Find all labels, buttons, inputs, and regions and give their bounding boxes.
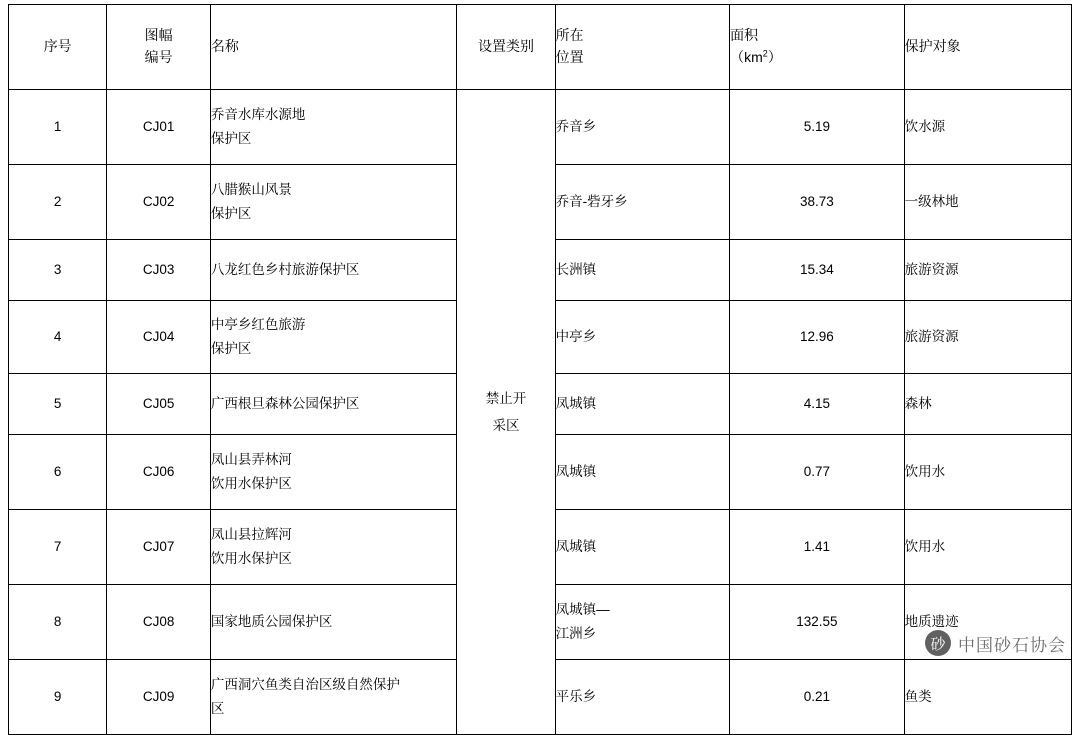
cell-object: 地质遗迹 [904,585,1071,660]
cell-object: 一级林地 [904,165,1071,240]
table-header-row [9,5,1072,90]
cell-no: 8 [9,585,107,660]
watermark-logo-icon: 砂 [925,630,951,656]
cell-name: 乔音水库水源地 保护区 [210,90,456,165]
cell-area: 12.96 [730,301,904,374]
header-location: 所在 位置 [555,5,729,90]
table-row [9,90,1072,165]
cell-no: 3 [9,240,107,301]
cell-location: 长洲镇 [555,240,729,301]
cell-object: 饮用水 [904,510,1071,585]
cell-no: 5 [9,374,107,435]
cell-sheet: CJ01 [107,90,210,165]
cell-sheet: CJ09 [107,660,210,735]
cell-no: 6 [9,435,107,510]
cell-area: 1.41 [730,510,904,585]
cell-name: 广西根旦森林公园保护区 [210,374,456,435]
cell-name: 国家地质公园保护区 [210,585,456,660]
header-no: 序号 [9,5,107,90]
cell-no: 1 [9,90,107,165]
header-type: 设置类别 [457,5,555,90]
cell-sheet: CJ03 [107,240,210,301]
cell-area: 4.15 [730,374,904,435]
header-sheet-number: 图幅 编号 [107,5,210,90]
cell-area: 38.73 [730,165,904,240]
cell-object: 饮水源 [904,90,1071,165]
cell-sheet: CJ02 [107,165,210,240]
cell-object: 饮用水 [904,435,1071,510]
cell-name: 八腊猴山风景 保护区 [210,165,456,240]
cell-name: 凤山县弄林河 饮用水保护区 [210,435,456,510]
cell-location: 中亭乡 [555,301,729,374]
cell-name: 中亭乡红色旅游 保护区 [210,301,456,374]
cell-location: 凤城镇— 江洲乡 [555,585,729,660]
cell-sheet: CJ04 [107,301,210,374]
cell-object: 森林 [904,374,1071,435]
area-unit-exponent: 2 [762,48,768,59]
zone-table-container [8,4,1072,735]
header-name: 名称 [210,5,456,90]
cell-no: 4 [9,301,107,374]
cell-sheet: CJ08 [107,585,210,660]
cell-no: 9 [9,660,107,735]
header-area-unit: $(km^2)$ [730,48,782,65]
header-area: 面积 $(km^2)$ [730,5,904,90]
cell-area: 0.21 [730,660,904,735]
cell-area: 132.55 [730,585,904,660]
cell-object: 旅游资源 [904,301,1071,374]
cell-location: 乔音-砦牙乡 [555,165,729,240]
cell-type-merged: 禁止开 采区 [457,90,555,735]
cell-sheet: CJ07 [107,510,210,585]
cell-location: 凤城镇 [555,510,729,585]
cell-sheet: CJ06 [107,435,210,510]
cell-no: 2 [9,165,107,240]
cell-location: 乔音乡 [555,90,729,165]
cell-object: 旅游资源 [904,240,1071,301]
cell-name: 八龙红色乡村旅游保护区 [210,240,456,301]
cell-area: 5.19 [730,90,904,165]
cell-name: 广西洞穴鱼类自治区级自然保护 区 [210,660,456,735]
cell-object: 鱼类 [904,660,1071,735]
cell-area: 0.77 [730,435,904,510]
cell-area: 15.34 [730,240,904,301]
cell-location: 凤城镇 [555,374,729,435]
protection-zone-table [8,4,1072,735]
cell-name: 凤山县拉辉河 饮用水保护区 [210,510,456,585]
cell-sheet: CJ05 [107,374,210,435]
cell-location: 凤城镇 [555,435,729,510]
watermark-text: 中国砂石协会 [958,635,1066,655]
cell-no: 7 [9,510,107,585]
cell-location: 平乐乡 [555,660,729,735]
header-object: 保护对象 [904,5,1071,90]
